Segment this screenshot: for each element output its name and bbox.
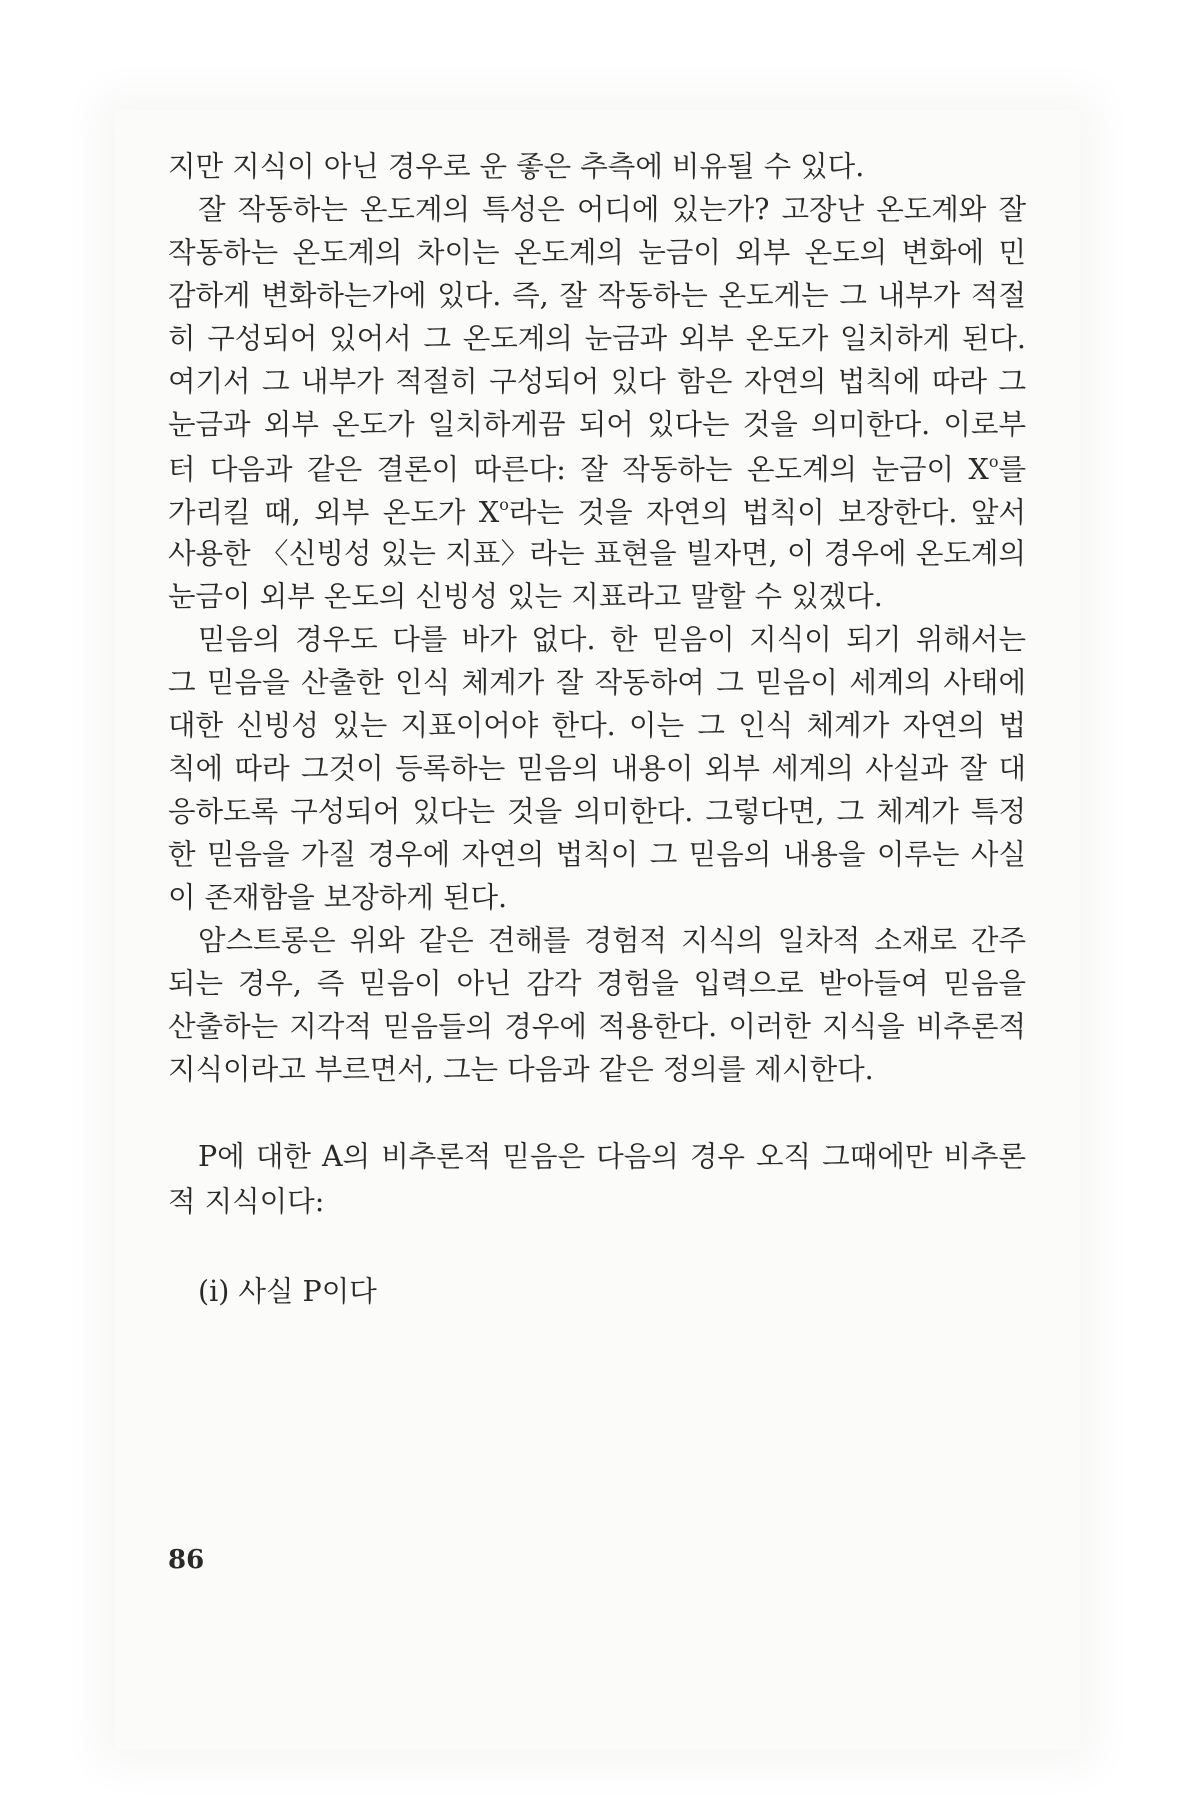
text-line: 작동하는 온도계의 차이는 온도계의 눈금이 외부 온도의 변화에 민 — [168, 236, 1026, 269]
text-line: 사용한 〈신빙성 있는 지표〉라는 표현을 빌자면, 이 경우에 온도계의 — [168, 537, 1026, 570]
text-line: 산출하는 지각적 믿음들의 경우에 적용한다. 이러한 지식을 비추론적 — [168, 1010, 1026, 1043]
text-line — [168, 497, 1026, 528]
text-line: 눈금이 외부 온도의 신빙성 있는 지표라고 말할 수 있겠다. — [168, 580, 883, 613]
text-line: 눈금과 외부 온도가 일치하게끔 되어 있다는 것을 의미한다. 이로부 — [168, 408, 1026, 441]
text-fragment: 라는 것을 자연의 법칙이 보장한다. 앞서 — [508, 496, 1026, 529]
text-line: 되는 경우, 즉 믿음이 아닌 감각 경험을 입력으로 받아들여 믿음을 — [168, 967, 1026, 1000]
text-line: 여기서 그 내부가 적절히 구성되어 있다 함은 자연의 법칙에 따라 그 — [168, 365, 1026, 398]
text-line: (i) 사실 P이다 — [198, 1275, 377, 1308]
degree-symbol: o — [988, 452, 999, 471]
text-line: 히 구성되어 있어서 그 온도계의 눈금과 외부 온도가 일치하게 된다. — [168, 322, 1026, 355]
text-line: 지만 지식이 아닌 경우로 운 좋은 추측에 비유될 수 있다. — [168, 150, 865, 183]
text-fragment: 터 다음과 같은 결론이 따른다: 잘 작동하는 온도계의 눈금이 X — [168, 453, 989, 486]
text-line: 한 믿음을 가질 경우에 자연의 법칙이 그 믿음의 내용을 이루는 사실 — [168, 838, 1026, 871]
text-line — [168, 454, 1026, 485]
text-line: 칙에 따라 그것이 등록하는 믿음의 내용이 외부 세계의 사실과 잘 대 — [168, 752, 1026, 785]
text-line: 응하도록 구성되어 있다는 것을 의미한다. 그렇다면, 그 체계가 특정 — [168, 795, 1026, 828]
text-line: 적 지식이다: — [168, 1185, 325, 1218]
text-line: 감하게 변화하는가에 있다. 즉, 잘 작동하는 온도게는 그 내부가 적절 — [168, 279, 1026, 312]
text-line: 지식이라고 부르면서, 그는 다음과 같은 정의를 제시한다. — [168, 1053, 874, 1086]
text-line: 믿음의 경우도 다를 바가 없다. 한 믿음이 지식이 되기 위해서는 — [198, 623, 1026, 656]
text-line: 이 존재함을 보장하게 된다. — [168, 881, 508, 914]
text-line: 그 믿음을 산출한 인식 체계가 잘 작동하여 그 믿음이 세계의 사태에 — [168, 666, 1026, 699]
page-number: 86 — [168, 1545, 205, 1575]
text-fragment: 를 — [998, 453, 1026, 486]
text-line: 대한 신빙성 있는 지표이어야 한다. 이는 그 인식 체계가 자연의 법 — [168, 709, 1026, 742]
text-line: 잘 작동하는 온도계의 특성은 어디에 있는가? 고장난 온도계와 잘 — [198, 193, 1026, 226]
degree-symbol: o — [499, 495, 509, 514]
text-line: 암스트롱은 위와 같은 견해를 경험적 지식의 일차적 소재로 간주 — [198, 924, 1026, 957]
text-line: P에 대한 A의 비추론적 믿음은 다음의 경우 오직 그때에만 비추론 — [198, 1140, 1026, 1173]
text-fragment: 가리킬 때, 외부 온도가 X — [168, 496, 500, 529]
